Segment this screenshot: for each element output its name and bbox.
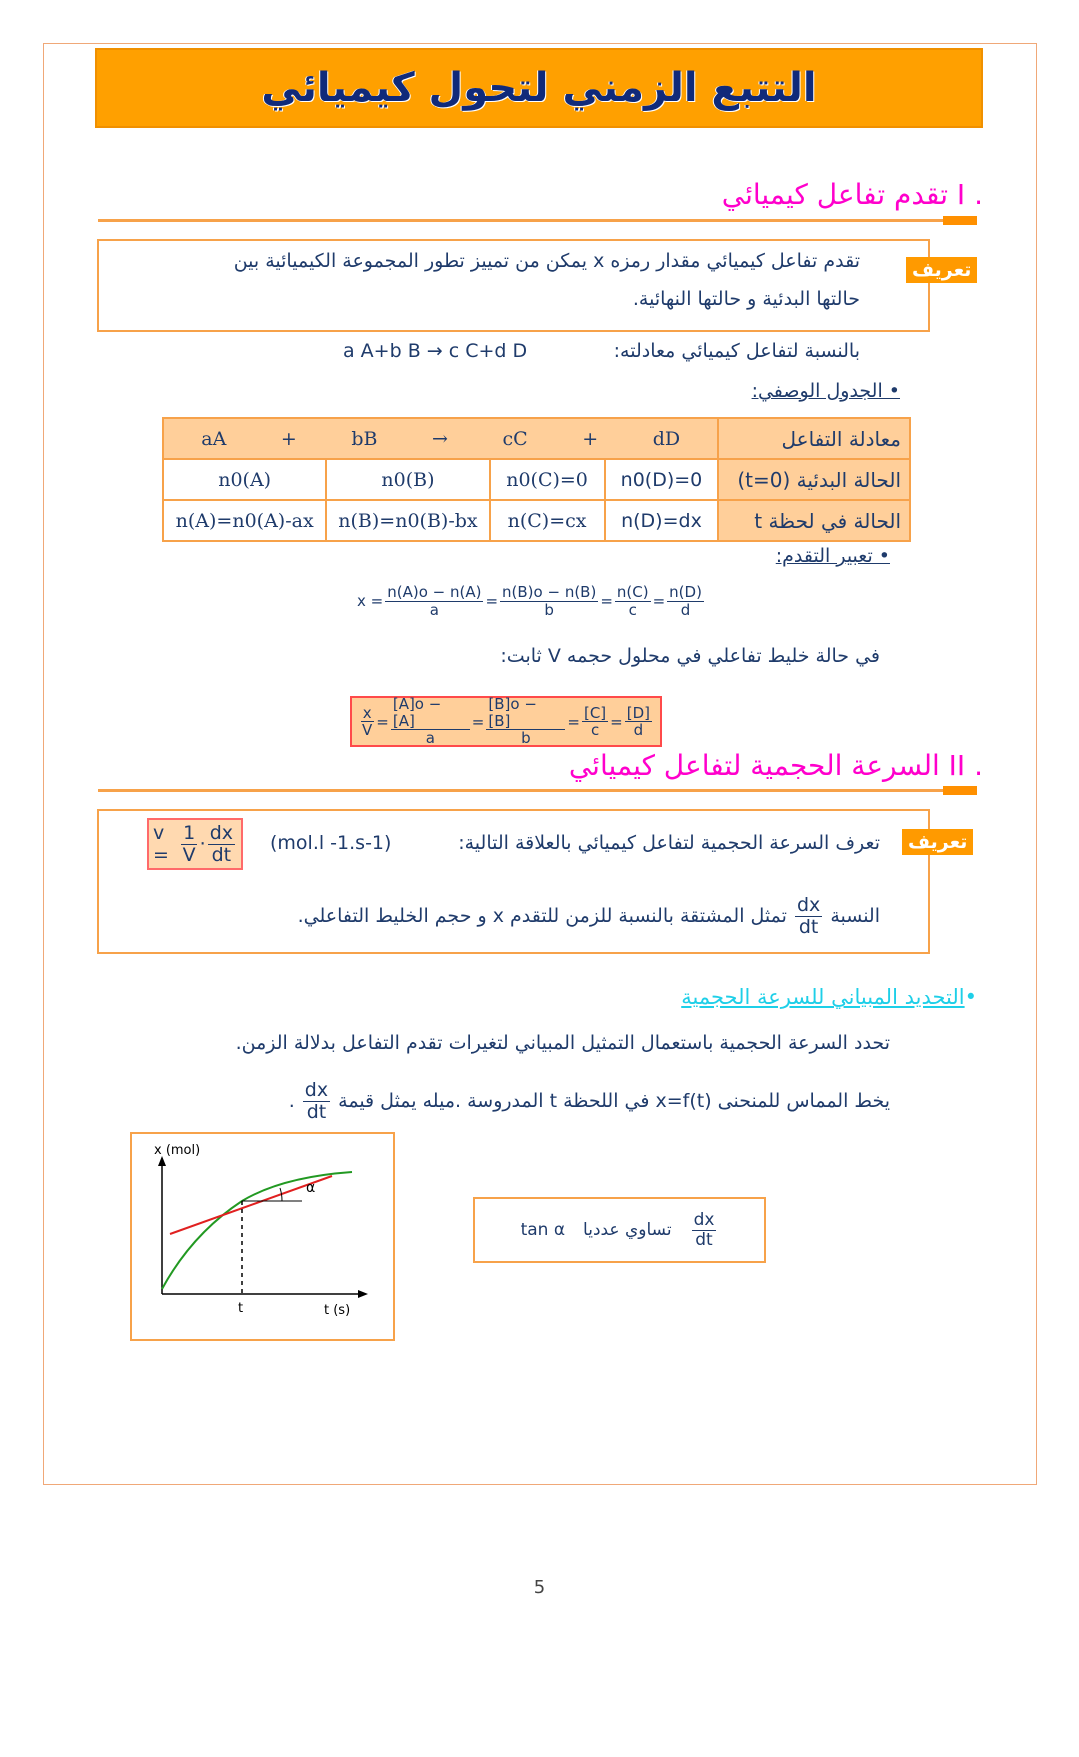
definition-badge-2: تعريف (902, 829, 973, 855)
frac-cA (391, 696, 470, 747)
frac-xV-num: x (362, 703, 372, 722)
table-heading (752, 380, 900, 402)
cell-initial-C: n0(C)=0 (490, 459, 605, 500)
term-dD: dD (652, 427, 681, 450)
section-2-heading (569, 749, 983, 782)
angle-label: α (306, 1180, 316, 1196)
reaction-equation: a A+b B → c C+d D (343, 340, 528, 362)
section-1-rule-end (943, 216, 977, 225)
section-1-rule (98, 219, 975, 222)
frac-xV-den: V (362, 721, 373, 739)
tan-frac-den: dt (695, 1229, 713, 1250)
plus-2: + (582, 427, 599, 450)
frac-cA-num: [A]o − [A] (391, 696, 470, 730)
definition-2-line2 (298, 895, 880, 938)
table-label-equation: معادلة التفاعل (718, 418, 910, 459)
frac-1V (181, 823, 198, 866)
x-axis-arrow (358, 1290, 368, 1298)
frac-C-den: c (628, 600, 637, 619)
table-label-initial: الحالة البدئية (t=0) (718, 459, 910, 500)
cell-t-C: n(C)=cx (490, 500, 605, 541)
frac-B-den: b (544, 600, 554, 619)
frac-C-num: n(C) (616, 583, 649, 601)
tan-alpha: tan α (520, 1220, 566, 1240)
frac-cA-den: a (425, 729, 435, 748)
concentration-formula: $\frac{x}{V}$ = $\frac{[A]o - [A]}{a}$ = $\frac{[B]o - [B]}{b}$ = $\frac{[C]}{c}$ = $\frac{[D]}{d}$ (350, 696, 662, 747)
frac-cC (582, 705, 608, 739)
advance-heading (776, 545, 890, 567)
section-2-rule-end (943, 786, 977, 795)
tangent-graph-svg (132, 1134, 393, 1339)
term-aA: aA (201, 427, 227, 450)
tan-equals-text: تساوي عدديا (583, 1220, 672, 1240)
advance-formula: x = $\frac{n(A)o - n(A)}{a}$ = $\frac{n(B)o - n(B)}{b}$ = $\frac{n(C)}{c}$ = $\frac{n(D)}{d}$ (357, 583, 702, 619)
cell-t-A: n(A)=n0(A)-ax (163, 500, 326, 541)
table-label-t: الحالة في لحظة t (718, 500, 910, 541)
cell-t-B: n(B)=n0(B)-bx (326, 500, 489, 541)
frac-1V-den: V (182, 843, 196, 866)
cell-initial-A: n0(A) (163, 459, 326, 500)
frac-cB-num: [B]o − [B] (486, 696, 565, 730)
plus-1: + (280, 427, 297, 450)
frac-cC-num: [C] (583, 703, 607, 722)
formula-x: x = (357, 592, 384, 610)
frac-D (667, 584, 704, 618)
frac-1V-num: 1 (183, 821, 196, 844)
table-row-initial (163, 459, 910, 500)
frac-cD-den: d (633, 721, 644, 739)
descriptive-table (162, 417, 911, 542)
frac-D-num: n(D) (669, 583, 702, 601)
frac-A-num: n(A)o − n(A) (387, 583, 482, 601)
definition-1-line2: حالتها البدئية و حالتها النهائية. (632, 288, 860, 310)
arrow: → (432, 427, 448, 450)
section-2-title: السرعة الحجمية لتفاعل كيميائي (568, 749, 940, 782)
x-axis-label: t (s) (324, 1303, 351, 1318)
frac-dxdt-inline-num: dx (796, 894, 821, 916)
section-1-heading (722, 178, 983, 211)
cell-t-D: n(D)=dx (605, 500, 719, 541)
frac-dxdt (208, 823, 235, 866)
frac-dxdt-den: dt (211, 843, 232, 866)
graphical-heading: •التحديد المبياني للسرعة الحجمية (681, 985, 977, 1009)
frac-cB (486, 696, 565, 747)
equation-intro: بالنسبة لتفاعل كيميائي معادلته: (613, 340, 860, 362)
frac-cB-den: b (521, 729, 531, 748)
graphical-heading-text: التحديد المبياني للسرعة الحجمية (681, 985, 965, 1009)
graphical-line1: تحدد السرعة الحجمية باستعمال التمثيل المبياني لتغيرات تقدم التفاعل بدلالة الزمن. (235, 1032, 890, 1054)
frac-cD (625, 705, 652, 739)
tan-frac-num: dx (693, 1209, 715, 1230)
frac-C (615, 584, 651, 618)
table-row-time-t (163, 500, 910, 541)
frac-xV (360, 705, 374, 739)
section-2-number: . II (948, 749, 983, 782)
velocity-formula: v = $\frac{1}{V}$ · $\frac{dx}{dt}$ (147, 818, 243, 870)
table-heading-text: • الجدول الوصفي: (751, 380, 900, 402)
v-equals: v = (153, 822, 169, 866)
frac-B-num: n(B)o − n(B) (502, 583, 597, 601)
graphical-line2-text: يخط المماس للمنحنى x=f(t) في اللحظة t المدروسة .ميله يمثل قيمة (338, 1089, 890, 1112)
definition-badge-1: تعريف (906, 257, 977, 283)
frac-B (500, 584, 598, 618)
frac-cD-num: [D] (626, 703, 650, 722)
frac-dxdt-inline-den: dt (798, 915, 819, 938)
definition-1-line1: تقدم تفاعل كيميائي مقدار رمزه x يمكن من تمييز تطور المجموعة الكيميائية بين (233, 250, 860, 272)
frac-D-den: d (680, 600, 691, 619)
frac-cC-den: c (590, 721, 600, 739)
x-curve (162, 1172, 352, 1289)
table-cell-equation (163, 418, 718, 459)
advance-heading-text: • تعبير التقدم: (775, 545, 890, 567)
term-cC: cC (502, 427, 528, 450)
volume-text: في حالة خليط تفاعلي في محلول حجمه V ثابت: (500, 645, 880, 667)
y-axis-label: x (mol) (154, 1143, 201, 1158)
frac-dxdt-num: dx (209, 821, 233, 844)
term-bB: bB (351, 427, 378, 450)
cell-initial-B: n0(B) (326, 459, 489, 500)
section-1-title: تقدم تفاعل كيميائي (721, 178, 949, 211)
page-number: 5 (533, 1577, 546, 1598)
frac-A-den: a (429, 600, 439, 619)
frac-A (385, 584, 483, 618)
graphical-line2: يخط المماس للمنحنى x=f(t) في اللحظة t المدروسة .ميله يمثل قيمة $\frac{dx}{dt}$ . (288, 1079, 890, 1123)
section-1-number: . I (956, 178, 983, 211)
section-2-rule (98, 789, 975, 792)
frac-dxdt-line2-num: dx (304, 1079, 329, 1101)
velocity-unit: (mol.l -1.s-1) (270, 832, 392, 854)
page-title: التتبع الزمني لتحول كيميائي (261, 65, 817, 111)
ratio-meaning: تمثل المشتقة بالنسبة للزمن للتقدم x و حجم الخليط التفاعلي. (297, 904, 787, 927)
definition-2-line1: تعرف السرعة الحجمية لتفاعل كيميائي بالعلاقة التالية: (458, 832, 880, 854)
ratio-word: النسبة (830, 904, 880, 927)
tan-frac (692, 1211, 717, 1249)
cell-initial-D: n0(D)=0 (605, 459, 719, 500)
tan-box (473, 1197, 766, 1263)
frac-dxdt-line2-den: dt (306, 1100, 327, 1123)
table-row-equation (163, 418, 910, 459)
tangent-graph (130, 1132, 395, 1341)
frac-dxdt-inline (795, 895, 822, 938)
time-tick-label: t (238, 1301, 244, 1316)
title-banner (95, 48, 983, 128)
frac-dxdt-line2 (303, 1080, 330, 1123)
